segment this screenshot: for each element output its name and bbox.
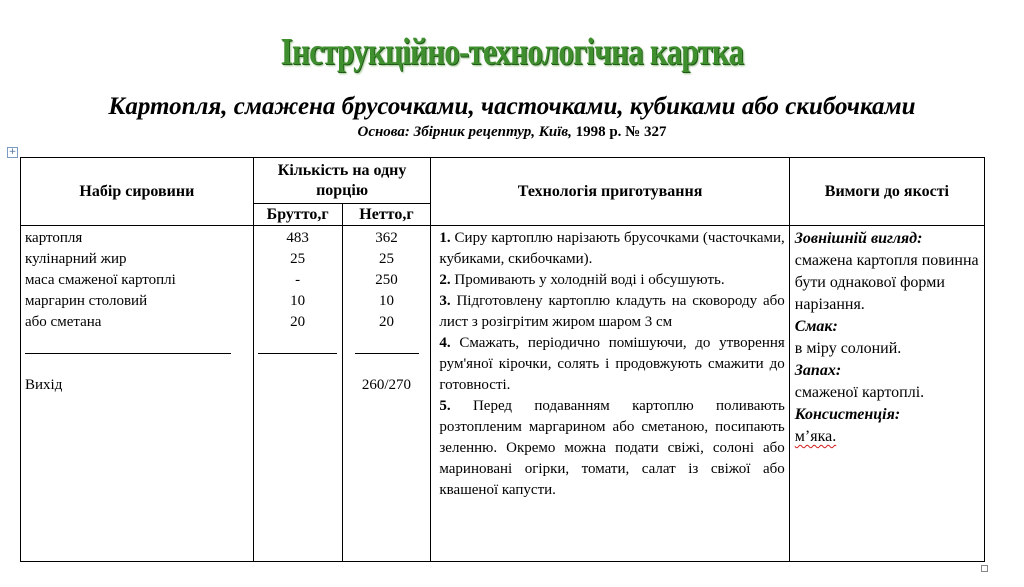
recipe-title: Картопля, смажена брусочками, часточками, кубиками або скибочками bbox=[108, 93, 916, 120]
texture-label: Консистенція: bbox=[794, 406, 901, 423]
step-text: Сиру картоплю нарізають брусочками (часточками, кубиками, скибочками). bbox=[439, 230, 785, 267]
gross-value: 20 bbox=[290, 314, 306, 330]
step-text: Промивають у холодній воді і обсушують. bbox=[450, 272, 725, 288]
smell-label: Запах: bbox=[794, 362, 842, 379]
ingredient-item: або сметана bbox=[25, 314, 102, 330]
output-label: Вихід bbox=[25, 377, 63, 393]
output-net: 260/270 bbox=[361, 377, 412, 393]
gross-value: 10 bbox=[290, 293, 306, 309]
step-text: Підготовлену картоплю кладуть на сковороду або лист з розігрітим жиром шаром 3 см bbox=[439, 293, 785, 330]
header-quantity: Кількість на одну порцію bbox=[253, 158, 431, 204]
source-prefix: Основа: Збірник рецептур, Київ, bbox=[357, 124, 572, 140]
ingredient-item: картопля bbox=[25, 230, 83, 246]
resize-handle-icon[interactable] bbox=[981, 565, 988, 572]
step-number: 2. bbox=[439, 272, 451, 288]
recipe-source bbox=[0, 124, 1024, 141]
ingredient-item: маса смаженої картоплі bbox=[25, 272, 176, 288]
divider bbox=[258, 333, 337, 354]
move-anchor-icon[interactable]: + bbox=[8, 147, 17, 157]
gross-value: 483 bbox=[286, 230, 309, 246]
taste-text: в міру солоний. bbox=[794, 340, 902, 357]
step-number: 3. bbox=[439, 293, 451, 309]
divider bbox=[25, 333, 231, 354]
net-value: 10 bbox=[378, 293, 394, 309]
net-cell bbox=[342, 226, 431, 562]
step-number: 4. bbox=[439, 335, 451, 351]
net-value: 25 bbox=[378, 251, 394, 267]
divider bbox=[355, 333, 419, 354]
ingredients-cell bbox=[21, 226, 254, 562]
step-number: 5. bbox=[439, 398, 451, 414]
header-technology: Технологія приготування bbox=[431, 158, 789, 226]
step-text: Смажать, періодично помішуючи, до утворення рум'яної кірочки, солять і продовжують смажити до готовності. bbox=[439, 335, 785, 393]
step-4 bbox=[439, 333, 784, 396]
appearance-label: Зовнішній вигляд: bbox=[794, 230, 923, 247]
step-1 bbox=[439, 228, 784, 270]
smell-text: смаженої картоплі. bbox=[794, 384, 925, 401]
step-2 bbox=[439, 270, 784, 291]
header-net: Нетто,г bbox=[342, 204, 431, 226]
source-suffix: 1998 р. № 327 bbox=[571, 124, 667, 140]
step-3 bbox=[439, 291, 784, 333]
net-value: 250 bbox=[375, 272, 398, 288]
step-number: 1. bbox=[439, 230, 451, 246]
step-text: Перед подаванням картоплю поливають розтопленим маргарином або сметаною, посипають зеленню. Окремо можна подати свіжі, солоні або мариновані огірки, томати, салат із свіжої або квашеної капусти. bbox=[439, 398, 785, 498]
net-value: 20 bbox=[378, 314, 394, 330]
gross-cell bbox=[253, 226, 342, 562]
page-title: Інструкційно-технологічна картка bbox=[280, 31, 744, 73]
header-gross: Брутто,г bbox=[253, 204, 342, 226]
ingredient-item: кулінарний жир bbox=[25, 251, 127, 267]
gross-value: - bbox=[295, 272, 301, 288]
appearance-text: смажена картопля повинна бути однакової форми нарізання. bbox=[794, 252, 979, 313]
quality-cell bbox=[789, 226, 984, 562]
technology-cell bbox=[431, 226, 789, 562]
header-quality: Вимоги до якості bbox=[789, 158, 984, 226]
recipe-table bbox=[20, 157, 985, 562]
taste-label: Смак: bbox=[794, 318, 838, 335]
gross-value: 25 bbox=[290, 251, 306, 267]
net-value: 362 bbox=[375, 230, 398, 246]
ingredient-item: маргарин столовий bbox=[25, 293, 148, 309]
texture-text: м’яка. bbox=[794, 428, 837, 445]
header-ingredients: Набір сировини bbox=[21, 158, 254, 226]
step-5 bbox=[439, 396, 784, 501]
